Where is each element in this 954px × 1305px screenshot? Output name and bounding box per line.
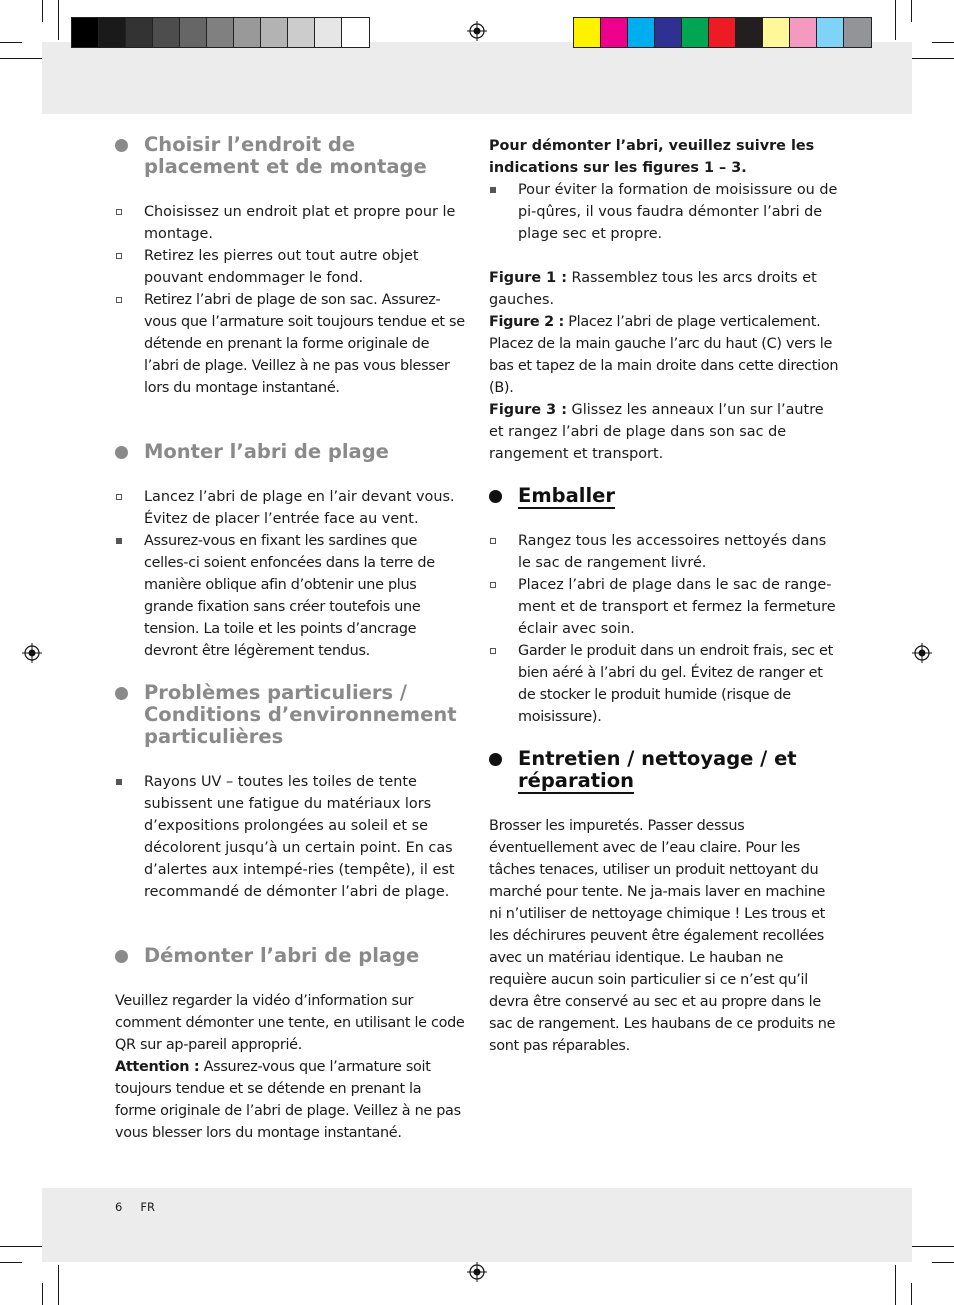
crop-mark: [42, 1283, 43, 1305]
checklist: [489, 530, 839, 728]
square-bullet-icon: [490, 187, 496, 193]
checklist: [115, 201, 465, 399]
crop-mark: [895, 1265, 896, 1305]
page-number: 6: [115, 1200, 123, 1214]
page-footer: [115, 1200, 173, 1214]
gray-swatch-10: [315, 18, 342, 47]
body-paragraph: Brosser les impuretés. Passer dessus éventuellement avec de l’eau claire. Pour les tâches tenaces, utiliser un produit nettoyant du marché pour tente. Ne ja-mais laver en machine ni n’utiliser de nettoyage chimique ! Les trous et les déchirures peuvent être également recollées avec un matériau identique. Le hauban ne requière aucun soin particulier si ce n’est qu’il devra être conservé au sec et au propre dans le sac de rangement. Les haubans de ce produits ne sont pas réparables.: [489, 818, 836, 1054]
crop-mark: [0, 1246, 42, 1247]
list-item: Lancez l’abri de plage en l’air devant vous. Évitez de placer l’entrée face au vent.: [115, 486, 465, 530]
section-heading: Monter l’abri de plage: [115, 441, 465, 463]
crop-mark: [932, 42, 954, 43]
section-maintenance: [489, 748, 839, 1057]
crop-mark: [911, 0, 912, 22]
crop-mark: [895, 0, 896, 40]
intro-bold: Pour démonter l’abri, veuillez suivre les indications sur les figures 1 – 3.: [489, 138, 815, 176]
color-swatch-3: [628, 18, 655, 47]
section-packing: [489, 485, 839, 728]
color-swatch-11: [844, 18, 871, 47]
figure-3-step: Figure 3 : Glissez les anneaux l’un sur l’autre et rangez l’abri de plage dans son sac de rangement et transport.: [489, 402, 824, 462]
gray-swatch-9: [288, 18, 315, 47]
checkbox-outline-icon: [116, 253, 122, 259]
checklist: [489, 179, 839, 245]
crop-mark: [42, 0, 43, 22]
crop-mark: [0, 1262, 22, 1263]
gray-swatch-11: [342, 18, 369, 47]
color-swatch-6: [709, 18, 736, 47]
header-band: [42, 42, 912, 114]
bullet-dot-icon: [115, 950, 128, 963]
crop-mark: [58, 0, 59, 40]
color-swatch-2: [601, 18, 628, 47]
list-item: Placez l’abri de plage dans le sac de range-ment et de transport et fermez la fermeture éclair avec soin.: [489, 574, 839, 640]
figure-1-step: Figure 1 : Rassemblez tous les arcs droits et gauches.: [489, 270, 817, 308]
section-special-conditions: [115, 682, 465, 903]
crop-mark: [58, 1265, 59, 1305]
crop-mark: [0, 58, 42, 59]
color-swatch-10: [817, 18, 844, 47]
color-swatch-8: [763, 18, 790, 47]
registration-mark-icon: [22, 643, 42, 663]
color-swatch-4: [655, 18, 682, 47]
crop-mark: [0, 42, 22, 43]
registration-mark-icon: [467, 21, 487, 41]
section-heading: Problèmes particuliers / Conditions d’environnement particulières: [115, 682, 465, 748]
crop-mark: [932, 1262, 954, 1263]
grayscale-calibration-bar: [71, 17, 370, 48]
bullet-dot-icon: [489, 753, 502, 766]
body-paragraph: Veuillez regarder la vidéo d’information sur comment démonter une tente, en utilisant le code QR sur ap-pareil approprié.: [115, 993, 465, 1053]
bullet-dot-icon: [115, 139, 128, 152]
gray-swatch-3: [126, 18, 153, 47]
figure-2-step: Figure 2 : Placez l’abri de plage verticalement. Placez de la main gauche l’arc du haut (C) vers le bas et tapez de la main droite dans cette direction (B).: [489, 314, 839, 396]
crop-mark: [911, 1283, 912, 1305]
registration-mark-icon: [912, 643, 932, 663]
gray-swatch-2: [99, 18, 126, 47]
language-code: FR: [140, 1200, 155, 1214]
section-dismantle-shelter: [115, 945, 465, 1144]
checkbox-outline-icon: [490, 582, 496, 588]
section-heading: Choisir l’endroit de placement et de montage: [115, 134, 465, 178]
gray-swatch-6: [207, 18, 234, 47]
section-dismantle-instructions: [489, 135, 839, 465]
gray-swatch-1: [72, 18, 99, 47]
color-swatch-5: [682, 18, 709, 47]
section-heading: Entretien / nettoyage / et réparation: [489, 748, 839, 792]
attention-label: Attention :: [115, 1059, 200, 1075]
color-calibration-bar: [573, 17, 872, 48]
section-heading: Démonter l’abri de plage: [115, 945, 465, 967]
checkbox-outline-icon: [490, 538, 496, 544]
color-swatch-9: [790, 18, 817, 47]
registration-mark-icon: [467, 1262, 487, 1282]
gray-swatch-7: [234, 18, 261, 47]
checkbox-outline-icon: [116, 297, 122, 303]
checkbox-outline-icon: [490, 648, 496, 654]
color-swatch-1: [574, 18, 601, 47]
crop-mark: [912, 58, 954, 59]
bullet-dot-icon: [115, 687, 128, 700]
crop-mark: [912, 1246, 954, 1247]
section-set-up-shelter: [115, 441, 465, 662]
checklist: [115, 486, 465, 662]
checkbox-outline-icon: [116, 209, 122, 215]
attention-paragraph: Attention : Assurez-vous que l’armature soit toujours tendue et se détende en prenant la forme originale de l’abri de plage. Veillez à ne pas vous blesser lors du montage instantané.: [115, 1059, 461, 1141]
list-item: Rayons UV – toutes les toiles de tente subissent une fatigue du matériaux lors d’expositions prolongées au soleil et se décolorent jusqu’à un certain point. En cas d’alertes aux intempé-ries (tempête), il est recommandé de démonter l’abri de plage.: [115, 771, 465, 903]
section-choose-location: [115, 134, 465, 399]
bullet-dot-icon: [489, 490, 502, 503]
square-bullet-icon: [116, 779, 122, 785]
list-item: Rangez tous les accessoires nettoyés dans le sac de rangement livré.: [489, 530, 839, 574]
list-item: Pour éviter la formation de moisissure ou de pi-qûres, il vous faudra démonter l’abri de plage sec et propre.: [489, 179, 839, 245]
section-heading: Emballer: [489, 485, 839, 507]
list-item: Retirez l’abri de plage de son sac. Assurez-vous que l’armature soit toujours tendue et se détende en prenant la forme originale de l’abri de plage. Veillez à ne pas vous blesser lors du montage instantané.: [115, 289, 465, 399]
list-item: Choisissez un endroit plat et propre pour le montage.: [115, 201, 465, 245]
list-item: Garder le produit dans un endroit frais, sec et bien aéré à l’abri du gel. Évitez de ranger et de stocker le produit humide (risque de moisissure).: [489, 640, 839, 728]
list-item: Assurez-vous en fixant les sardines que celles-ci soient enfoncées dans la terre de manière oblique afin d’obtenir une plus grande fixation sans créer toutefois une tension. La toile et les points d’ancrage devront être légèrement tendus.: [115, 530, 465, 662]
bullet-dot-icon: [115, 446, 128, 459]
checkbox-outline-icon: [116, 494, 122, 500]
gray-swatch-5: [180, 18, 207, 47]
square-bullet-icon: [116, 538, 122, 544]
color-swatch-7: [736, 18, 763, 47]
gray-swatch-8: [261, 18, 288, 47]
checklist: [115, 771, 465, 903]
list-item: Retirez les pierres out tout autre objet pouvant endommager le fond.: [115, 245, 465, 289]
gray-swatch-4: [153, 18, 180, 47]
